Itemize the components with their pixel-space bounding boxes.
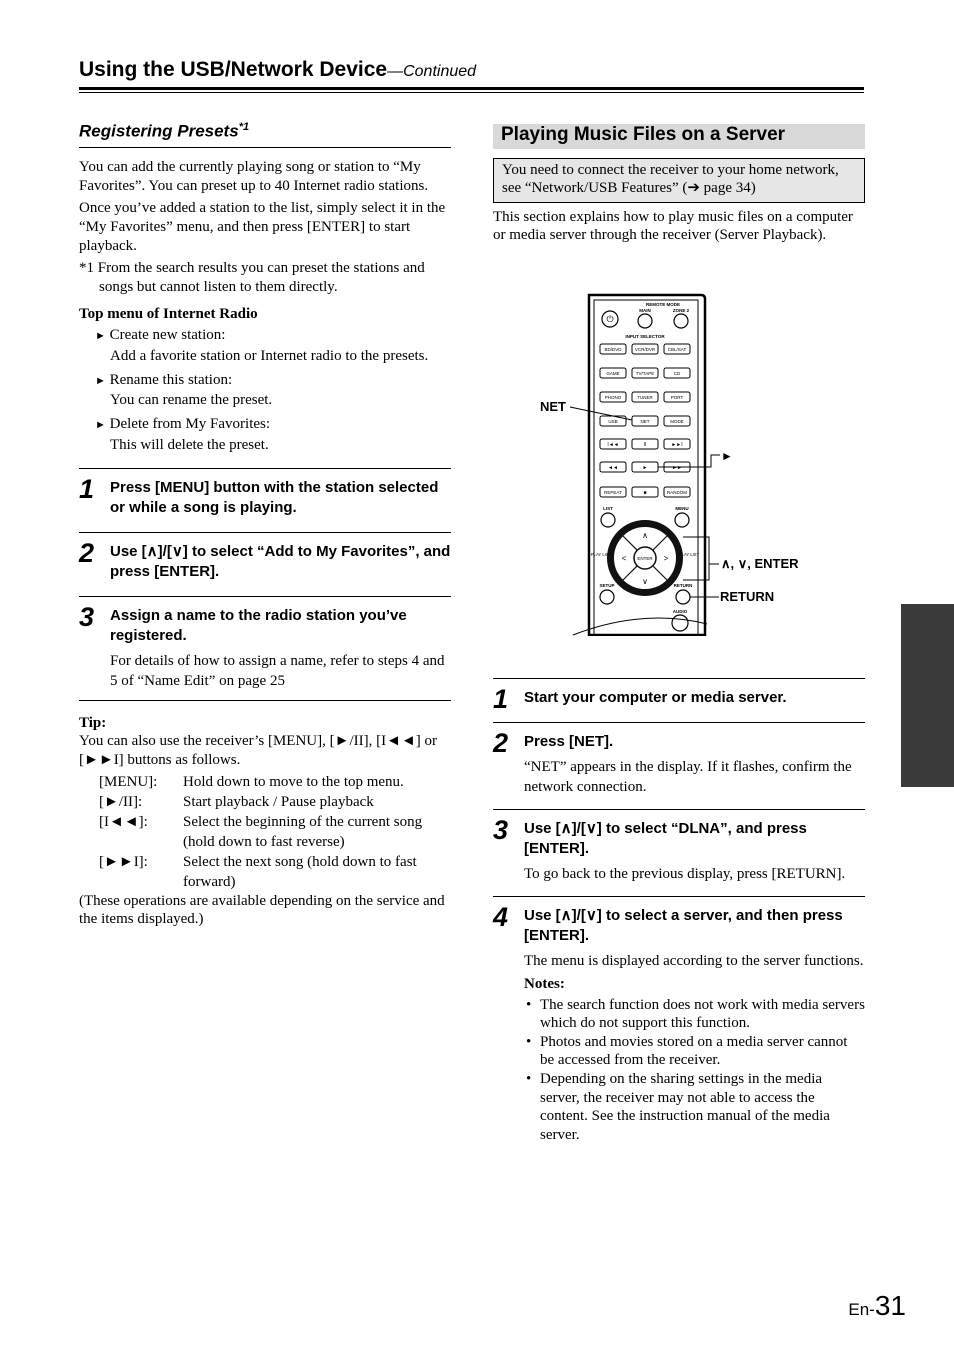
play-list-right-label: PLAY LIST xyxy=(678,552,700,557)
step-1 xyxy=(79,468,451,532)
remote-mode-label: REMOTE MODE xyxy=(645,302,681,307)
game-label: GAME xyxy=(606,371,620,376)
menu-item-desc: You can rename the preset. xyxy=(110,392,273,409)
tip-label: Tip: xyxy=(79,714,107,731)
random-label: RANDOM xyxy=(667,490,687,495)
repeat-label: REPEAT xyxy=(604,490,622,495)
step-body: To go back to the previous display, press [RETURN]. xyxy=(524,866,846,882)
header-rule-thin xyxy=(79,92,864,93)
tip-value: Select the next song (hold down to fast forward) xyxy=(183,853,417,890)
step-2 xyxy=(79,532,451,596)
fast-forward-icon: ►► xyxy=(672,465,682,471)
tip-outro: (These operations are available depending on the service and the items displayed.) xyxy=(79,892,445,928)
step-number: 1 xyxy=(79,473,95,504)
steps-end-rule xyxy=(79,700,451,701)
menu-item-desc: This will delete the preset. xyxy=(110,436,269,453)
setup-label: SETUP xyxy=(599,583,615,588)
stop-icon: ■ xyxy=(643,490,647,496)
return-button[interactable] xyxy=(676,590,690,604)
note-item: • The search function does not work with media servers which do not support this function. xyxy=(524,996,865,1033)
menu-item-label: Create new station: xyxy=(109,327,226,343)
phono-label: PHONO xyxy=(604,395,622,400)
top-menu-label: Top menu of Internet Radio xyxy=(79,306,258,323)
step-body: The menu is displayed according to the server functions. xyxy=(524,953,864,969)
tv-tape-label: TV/TAPE xyxy=(635,371,655,376)
net-label: NET xyxy=(640,419,650,424)
tip-row xyxy=(99,812,451,852)
tip-key: [►►I]: xyxy=(99,853,148,870)
cutaway-mask xyxy=(553,636,723,640)
step-title: Assign a name to the radio station you’ve registered. xyxy=(110,606,407,644)
input-row-1 xyxy=(600,344,690,354)
list-button[interactable] xyxy=(601,513,615,527)
triangle-bullet-icon: ► xyxy=(95,374,106,387)
tip-key: [I◄◄]: xyxy=(99,813,148,830)
menu-item-desc: Add a favorite station or Internet radio to the presets. xyxy=(110,347,429,364)
tip-row xyxy=(99,852,451,892)
step-number: 4 xyxy=(493,902,509,932)
menu-label: MENU xyxy=(675,506,689,511)
step-number: 2 xyxy=(493,728,509,758)
mode-label: MODE xyxy=(670,419,684,424)
page-number xyxy=(848,1290,906,1322)
arrows-enter-callout: ∧, ∨, ENTER xyxy=(721,556,799,571)
pause-icon: II xyxy=(643,442,647,448)
server-step-2 xyxy=(493,722,865,809)
notes-label: Notes: xyxy=(524,976,565,992)
net-callout: NET xyxy=(540,399,566,414)
power-icon: ⏻ xyxy=(606,314,614,324)
page-number-prefix: En- xyxy=(848,1300,875,1319)
side-tab xyxy=(901,604,954,787)
triangle-bullet-icon: ► xyxy=(95,419,106,432)
triangle-bullet-icon: ► xyxy=(95,330,106,342)
right-arrow-icon: > xyxy=(663,554,669,563)
intro-paragraph-1: You can add the currently playing song or station to “My Favorites”. You can preset up to 40 Internet radio stations. xyxy=(79,159,429,194)
tip-key: [MENU]: xyxy=(99,773,158,790)
step-number: 2 xyxy=(79,537,95,568)
left-arrow-icon: < xyxy=(621,554,627,563)
notes-list xyxy=(524,996,865,1145)
down-arrow-icon: ∨ xyxy=(642,577,648,586)
page-number-value: 31 xyxy=(874,1290,906,1321)
tip-value: Start playback / Pause playback xyxy=(183,793,374,810)
tip-row xyxy=(99,772,451,792)
section-intro: This section explains how to play music files on a computer or media server through the receiver (Server Playback). xyxy=(493,208,853,244)
header-title: Using the USB/Network Device xyxy=(79,58,388,81)
step-title: Start your computer or media server. xyxy=(524,689,787,706)
play-callout: ► xyxy=(721,449,733,463)
port-label: PORT xyxy=(670,395,684,400)
input-selector-label: INPUT SELECTOR xyxy=(625,334,665,339)
cbl-sat-label: CBL/SAT xyxy=(667,347,687,352)
audio-label: AUDIO xyxy=(672,609,688,614)
step-body: “NET” appears in the display. If it flashes, confirm the network connection. xyxy=(524,759,852,795)
step-body: For details of how to assign a name, refer to steps 4 and 5 of “Name Edit” on page 25 xyxy=(110,652,445,689)
play-list-left-label: PLAY LIST xyxy=(590,552,612,557)
prev-icon: I◄◄ xyxy=(607,442,619,448)
header-continued: —Continued xyxy=(387,63,477,80)
remote-illustration xyxy=(493,290,865,640)
up-arrow-icon: ∧ xyxy=(642,531,648,540)
step-title: Press [MENU] button with the station selected or while a song is playing. xyxy=(110,478,439,516)
tip-value: Hold down to move to the top menu. xyxy=(183,773,404,790)
intro-paragraph-2: Once you’ve added a station to the list, simply select it in the “My Favorites” menu, and then press [ENTER] to start playback. xyxy=(79,200,446,254)
tuner-label: TUNER xyxy=(637,395,653,400)
cd-label: CD xyxy=(673,371,681,376)
next-icon: ►►I xyxy=(671,442,683,448)
tip-key: [►/II]: xyxy=(99,793,143,810)
tip-intro: You can also use the receiver’s [MENU], [►/II], [I◄◄] or [►►I] buttons as follows. xyxy=(79,733,438,768)
section-title: Playing Music Files on a Server xyxy=(493,124,865,149)
zone2-label: ZONE 2 xyxy=(672,308,690,313)
right-steps xyxy=(493,678,865,1152)
rewind-icon: ◄◄ xyxy=(608,465,618,471)
tip-table xyxy=(99,772,451,892)
step-3 xyxy=(79,596,451,700)
menu-item-label: Delete from My Favorites: xyxy=(109,416,271,433)
step-title: Use [∧]/[∨] to select “Add to My Favorites”, and press [ENTER]. xyxy=(110,542,451,580)
page-header xyxy=(79,58,864,82)
footnote: *1 From the search results you can preset the stations and songs but cannot listen to them directly. xyxy=(79,260,425,295)
usb-label: USB xyxy=(608,419,618,424)
input-row-3 xyxy=(600,392,690,402)
subhead-footnote-mark: *1 xyxy=(238,121,250,133)
header-rule-thick xyxy=(79,87,864,90)
transport-row-3 xyxy=(600,487,690,497)
menu-item xyxy=(79,326,451,367)
server-step-4 xyxy=(493,896,865,1152)
enter-label: ENTER xyxy=(637,556,653,561)
server-step-1 xyxy=(493,678,865,722)
return-callout: RETURN xyxy=(720,589,775,604)
main-label: MAIN xyxy=(639,308,651,313)
remote-svg xyxy=(493,290,865,640)
step-title: Press [NET]. xyxy=(524,733,614,750)
note-item: • Depending on the sharing settings in the media server, the receiver may not able to access the content. See the instruction manual of the media server. xyxy=(524,1070,865,1144)
left-column xyxy=(79,118,451,929)
step-number: 3 xyxy=(79,601,95,632)
list-label: LIST xyxy=(603,506,613,511)
menu-button[interactable] xyxy=(675,513,689,527)
step-number: 1 xyxy=(493,684,509,714)
setup-button[interactable] xyxy=(600,590,614,604)
play-icon: ► xyxy=(642,465,648,471)
server-step-3 xyxy=(493,809,865,896)
menu-item xyxy=(79,415,451,456)
tip-row xyxy=(99,792,451,812)
network-note-box: You need to connect the receiver to your home network, see “Network/USB Features” (➔ page 34) xyxy=(493,158,865,203)
return-label: RETURN xyxy=(673,583,693,588)
zone2-button[interactable] xyxy=(674,314,688,328)
menu-item-label: Rename this station: xyxy=(109,371,233,388)
vcr-dvr-label: VCR/DVR xyxy=(634,347,656,352)
main-button[interactable] xyxy=(638,314,652,328)
subhead-text: Registering Presets xyxy=(79,121,239,141)
step-number: 3 xyxy=(493,815,509,845)
right-column xyxy=(493,124,865,245)
step-title: Use [∧]/[∨] to select “DLNA”, and press [ENTER]. xyxy=(524,820,807,857)
step-title: Use [∧]/[∨] to select a server, and then press [ENTER]. xyxy=(524,907,843,944)
registering-presets-heading xyxy=(79,118,451,148)
transport-row-1 xyxy=(600,439,690,449)
tip-value: Select the beginning of the current song (hold down to fast reverse) xyxy=(183,813,423,850)
menu-item xyxy=(79,371,451,412)
input-row-4 xyxy=(600,416,690,426)
input-row-2 xyxy=(600,368,690,378)
note-item: • Photos and movies stored on a media server cannot be accessed from the receiver. xyxy=(524,1033,865,1070)
audio-button[interactable] xyxy=(672,615,688,631)
bd-dvd-label: BD/DVD xyxy=(604,347,622,352)
